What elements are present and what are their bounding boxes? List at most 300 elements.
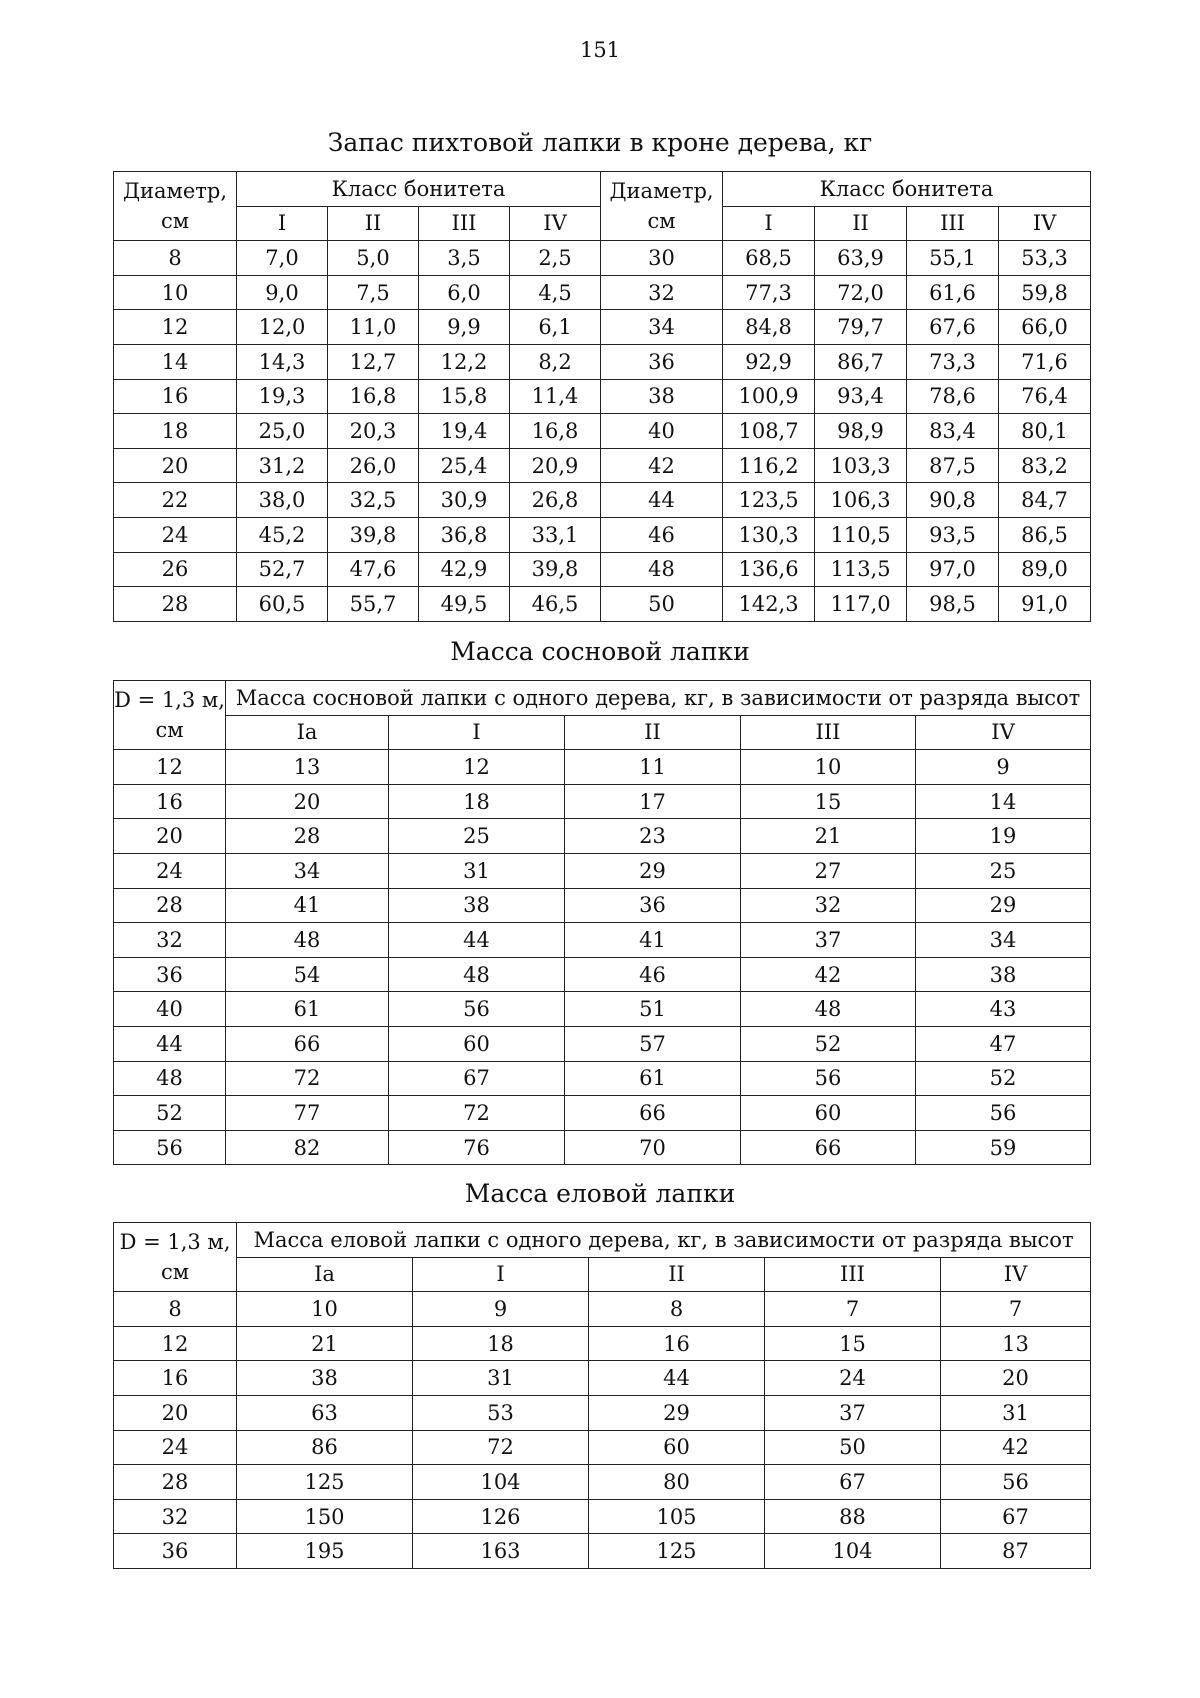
diameter-cell: 16: [114, 379, 237, 414]
pine-class-header: IV: [916, 715, 1091, 750]
value-cell: 113,5: [815, 552, 907, 587]
value-cell: 79,7: [815, 310, 907, 345]
pine-class-header: II: [565, 715, 741, 750]
value-cell: 86,7: [815, 344, 907, 379]
value-cell: 47,6: [328, 552, 419, 587]
value-cell: 123,5: [723, 483, 815, 518]
value-cell: 9,9: [419, 310, 510, 345]
value-cell: 195: [237, 1534, 413, 1569]
fir-class-header: IV: [510, 206, 601, 241]
value-cell: 28: [226, 819, 389, 854]
value-cell: 106,3: [815, 483, 907, 518]
value-cell: 84,7: [999, 483, 1091, 518]
value-cell: 14: [916, 784, 1091, 819]
pine-class-header: Ia: [226, 715, 389, 750]
value-cell: 20: [226, 784, 389, 819]
fir-table-row: [114, 448, 1091, 483]
value-cell: 83,4: [907, 414, 999, 449]
diameter-cell: 52: [114, 1096, 226, 1131]
value-cell: 52,7: [237, 552, 328, 587]
value-cell: 9: [916, 750, 1091, 785]
value-cell: 31: [941, 1395, 1091, 1430]
fir-class-header: I: [723, 206, 815, 241]
pine-table-row: [114, 957, 1091, 992]
value-cell: 66: [741, 1130, 916, 1165]
value-cell: 19: [916, 819, 1091, 854]
diameter-cell: 44: [114, 1026, 226, 1061]
value-cell: 39,8: [510, 552, 601, 587]
diameter-cell: 24: [114, 1430, 237, 1465]
diameter-cell: 32: [114, 1499, 237, 1534]
value-cell: 70: [565, 1130, 741, 1165]
value-cell: 32: [741, 888, 916, 923]
diameter-cell: 32: [601, 275, 723, 310]
value-cell: 61,6: [907, 275, 999, 310]
pine-stub-header: [114, 681, 226, 750]
value-cell: 55,1: [907, 241, 999, 276]
spruce-class-header: Ia: [237, 1257, 413, 1292]
value-cell: 17: [565, 784, 741, 819]
value-cell: 48: [389, 957, 565, 992]
value-cell: 56: [941, 1465, 1091, 1500]
value-cell: 57: [565, 1026, 741, 1061]
diameter-cell: 36: [114, 1534, 237, 1569]
pine-stub-header-line2: см: [155, 718, 184, 742]
pine-table-row: [114, 923, 1091, 958]
value-cell: 44: [589, 1361, 765, 1396]
fir-table-row: [114, 275, 1091, 310]
value-cell: 11,0: [328, 310, 419, 345]
spruce-table-body: [114, 1292, 1091, 1569]
pine-table-body: [114, 750, 1091, 1165]
spruce-table-row: [114, 1326, 1091, 1361]
value-cell: 37: [741, 923, 916, 958]
value-cell: 59: [916, 1130, 1091, 1165]
value-cell: 42: [941, 1430, 1091, 1465]
value-cell: 6,1: [510, 310, 601, 345]
value-cell: 45,2: [237, 517, 328, 552]
diameter-cell: 48: [601, 552, 723, 587]
value-cell: 55,7: [328, 587, 419, 622]
diameter-cell: 12: [114, 1326, 237, 1361]
pine-table-row: [114, 750, 1091, 785]
value-cell: 72: [413, 1430, 589, 1465]
value-cell: 14,3: [237, 344, 328, 379]
spruce-table-row: [114, 1361, 1091, 1396]
value-cell: 86: [237, 1430, 413, 1465]
value-cell: 15,8: [419, 379, 510, 414]
spruce-table-row: [114, 1465, 1091, 1500]
diameter-cell: 48: [114, 1061, 226, 1096]
value-cell: 29: [565, 853, 741, 888]
value-cell: 50: [765, 1430, 941, 1465]
value-cell: 105: [589, 1499, 765, 1534]
value-cell: 4,5: [510, 275, 601, 310]
value-cell: 116,2: [723, 448, 815, 483]
diameter-cell: 14: [114, 344, 237, 379]
fir-stub-header-line2: см: [647, 209, 676, 233]
diameter-cell: 26: [114, 552, 237, 587]
fir-stub-header-line2: см: [160, 209, 190, 233]
value-cell: 87: [941, 1534, 1091, 1569]
value-cell: 19,3: [237, 379, 328, 414]
value-cell: 6,0: [419, 275, 510, 310]
value-cell: 36: [565, 888, 741, 923]
value-cell: 51: [565, 992, 741, 1027]
value-cell: 71,6: [999, 344, 1091, 379]
diameter-cell: 42: [601, 448, 723, 483]
value-cell: 41: [565, 923, 741, 958]
pine-table-row: [114, 784, 1091, 819]
value-cell: 67: [389, 1061, 565, 1096]
value-cell: 100,9: [723, 379, 815, 414]
diameter-cell: 20: [114, 1395, 237, 1430]
value-cell: 125: [589, 1534, 765, 1569]
diameter-cell: 18: [114, 414, 237, 449]
diameter-cell: 36: [601, 344, 723, 379]
value-cell: 87,5: [907, 448, 999, 483]
page-number: 151: [579, 38, 621, 62]
value-cell: 89,0: [999, 552, 1091, 587]
spruce-class-header: II: [589, 1257, 765, 1292]
value-cell: 68,5: [723, 241, 815, 276]
value-cell: 5,0: [328, 241, 419, 276]
value-cell: 110,5: [815, 517, 907, 552]
value-cell: 43: [916, 992, 1091, 1027]
value-cell: 34: [226, 853, 389, 888]
value-cell: 13: [941, 1326, 1091, 1361]
value-cell: 25,0: [237, 414, 328, 449]
value-cell: 60: [389, 1026, 565, 1061]
value-cell: 66: [226, 1026, 389, 1061]
fir-group-header-left: Класс бонитета: [237, 172, 601, 207]
spruce-table: [113, 1222, 1091, 1569]
value-cell: 12,0: [237, 310, 328, 345]
value-cell: 78,6: [907, 379, 999, 414]
value-cell: 150: [237, 1499, 413, 1534]
value-cell: 125: [237, 1465, 413, 1500]
fir-header-row-group: [114, 172, 1091, 207]
diameter-cell: 12: [114, 750, 226, 785]
fir-table: [113, 171, 1091, 622]
value-cell: 31: [413, 1361, 589, 1396]
diameter-cell: 28: [114, 1465, 237, 1500]
value-cell: 72: [389, 1096, 565, 1131]
spruce-group-header: Масса еловой лапки с одного дерева, кг, в зависимости от разряда высот: [237, 1223, 1091, 1258]
value-cell: 16,8: [510, 414, 601, 449]
fir-stub-header-right: [601, 172, 723, 241]
value-cell: 60: [589, 1430, 765, 1465]
value-cell: 12: [389, 750, 565, 785]
value-cell: 66,0: [999, 310, 1091, 345]
diameter-cell: 30: [601, 241, 723, 276]
value-cell: 10: [237, 1292, 413, 1327]
value-cell: 21: [237, 1326, 413, 1361]
diameter-cell: 56: [114, 1130, 226, 1165]
diameter-cell: 20: [114, 448, 237, 483]
value-cell: 15: [741, 784, 916, 819]
value-cell: 77,3: [723, 275, 815, 310]
value-cell: 52: [916, 1061, 1091, 1096]
diameter-cell: 24: [114, 517, 237, 552]
value-cell: 25: [389, 819, 565, 854]
value-cell: 60: [741, 1096, 916, 1131]
value-cell: 76,4: [999, 379, 1091, 414]
value-cell: 12,2: [419, 344, 510, 379]
value-cell: 33,1: [510, 517, 601, 552]
value-cell: 84,8: [723, 310, 815, 345]
value-cell: 56: [741, 1061, 916, 1096]
value-cell: 30,9: [419, 483, 510, 518]
value-cell: 24: [765, 1361, 941, 1396]
value-cell: 52: [741, 1026, 916, 1061]
value-cell: 48: [226, 923, 389, 958]
value-cell: 32,5: [328, 483, 419, 518]
diameter-cell: 12: [114, 310, 237, 345]
value-cell: 72,0: [815, 275, 907, 310]
value-cell: 91,0: [999, 587, 1091, 622]
fir-class-header: II: [328, 206, 419, 241]
fir-stub-header-left: [114, 172, 237, 241]
value-cell: 53,3: [999, 241, 1091, 276]
value-cell: 15: [765, 1326, 941, 1361]
value-cell: 73,3: [907, 344, 999, 379]
value-cell: 11: [565, 750, 741, 785]
diameter-cell: 28: [114, 587, 237, 622]
value-cell: 12,7: [328, 344, 419, 379]
fir-table-row: [114, 241, 1091, 276]
value-cell: 38: [916, 957, 1091, 992]
diameter-cell: 16: [114, 1361, 237, 1396]
pine-table-row: [114, 992, 1091, 1027]
spruce-stub-header-line2: см: [160, 1260, 190, 1284]
value-cell: 46,5: [510, 587, 601, 622]
fir-table-body: [114, 241, 1091, 622]
value-cell: 142,3: [723, 587, 815, 622]
fir-table-title: Запас пихтовой лапки в кроне дерева, кг: [327, 128, 873, 157]
pine-header-row-classes: [114, 715, 1091, 750]
value-cell: 108,7: [723, 414, 815, 449]
spruce-table-row: [114, 1534, 1091, 1569]
value-cell: 86,5: [999, 517, 1091, 552]
value-cell: 36,8: [419, 517, 510, 552]
value-cell: 38,0: [237, 483, 328, 518]
value-cell: 37: [765, 1395, 941, 1430]
pine-stub-header-line1: D = 1,3 м,: [114, 688, 225, 712]
spruce-class-header: III: [765, 1257, 941, 1292]
value-cell: 53: [413, 1395, 589, 1430]
fir-stub-header-line1: Диаметр,: [609, 179, 714, 203]
value-cell: 56: [389, 992, 565, 1027]
pine-table-row: [114, 1130, 1091, 1165]
value-cell: 82: [226, 1130, 389, 1165]
value-cell: 9: [413, 1292, 589, 1327]
value-cell: 103,3: [815, 448, 907, 483]
fir-class-header: I: [237, 206, 328, 241]
value-cell: 92,9: [723, 344, 815, 379]
spruce-class-header: IV: [941, 1257, 1091, 1292]
fir-table-row: [114, 379, 1091, 414]
value-cell: 93,5: [907, 517, 999, 552]
value-cell: 38: [389, 888, 565, 923]
value-cell: 63: [237, 1395, 413, 1430]
value-cell: 97,0: [907, 552, 999, 587]
value-cell: 104: [413, 1465, 589, 1500]
value-cell: 42,9: [419, 552, 510, 587]
pine-table-row: [114, 888, 1091, 923]
value-cell: 20,9: [510, 448, 601, 483]
pine-table-row: [114, 1026, 1091, 1061]
value-cell: 20: [941, 1361, 1091, 1396]
value-cell: 9,0: [237, 275, 328, 310]
diameter-cell: 40: [114, 992, 226, 1027]
value-cell: 16,8: [328, 379, 419, 414]
value-cell: 19,4: [419, 414, 510, 449]
value-cell: 26,0: [328, 448, 419, 483]
fir-table-row: [114, 344, 1091, 379]
value-cell: 67: [941, 1499, 1091, 1534]
diameter-cell: 44: [601, 483, 723, 518]
diameter-cell: 50: [601, 587, 723, 622]
fir-table-row: [114, 552, 1091, 587]
diameter-cell: 36: [114, 957, 226, 992]
value-cell: 25,4: [419, 448, 510, 483]
value-cell: 27: [741, 853, 916, 888]
pine-class-header: I: [389, 715, 565, 750]
value-cell: 3,5: [419, 241, 510, 276]
value-cell: 88: [765, 1499, 941, 1534]
spruce-table-row: [114, 1292, 1091, 1327]
fir-class-header: IV: [999, 206, 1091, 241]
spruce-class-header: I: [413, 1257, 589, 1292]
value-cell: 31,2: [237, 448, 328, 483]
diameter-cell: 8: [114, 1292, 237, 1327]
value-cell: 48: [741, 992, 916, 1027]
pine-header-row-group: [114, 681, 1091, 716]
value-cell: 63,9: [815, 241, 907, 276]
value-cell: 20,3: [328, 414, 419, 449]
value-cell: 29: [589, 1395, 765, 1430]
value-cell: 104: [765, 1534, 941, 1569]
value-cell: 61: [565, 1061, 741, 1096]
value-cell: 60,5: [237, 587, 328, 622]
value-cell: 34: [916, 923, 1091, 958]
value-cell: 90,8: [907, 483, 999, 518]
pine-group-header: Масса сосновой лапки с одного дерева, кг, в зависимости от разряда высот: [226, 681, 1091, 716]
fir-stub-header-line1: Диаметр,: [122, 179, 228, 203]
value-cell: 21: [741, 819, 916, 854]
spruce-table-title: Масса еловой лапки: [464, 1179, 736, 1208]
diameter-cell: 22: [114, 483, 237, 518]
value-cell: 44: [389, 923, 565, 958]
value-cell: 7,0: [237, 241, 328, 276]
diameter-cell: 28: [114, 888, 226, 923]
spruce-stub-header: [114, 1223, 237, 1292]
value-cell: 72: [226, 1061, 389, 1096]
fir-group-header-right: Класс бонитета: [723, 172, 1091, 207]
diameter-cell: 10: [114, 275, 237, 310]
value-cell: 31: [389, 853, 565, 888]
fir-class-header: III: [419, 206, 510, 241]
value-cell: 98,5: [907, 587, 999, 622]
spruce-table-row: [114, 1430, 1091, 1465]
value-cell: 80: [589, 1465, 765, 1500]
spruce-header-row-group: [114, 1223, 1091, 1258]
diameter-cell: 34: [601, 310, 723, 345]
value-cell: 13: [226, 750, 389, 785]
value-cell: 67: [765, 1465, 941, 1500]
value-cell: 41: [226, 888, 389, 923]
value-cell: 38: [237, 1361, 413, 1396]
value-cell: 29: [916, 888, 1091, 923]
spruce-table-row: [114, 1499, 1091, 1534]
value-cell: 46: [565, 957, 741, 992]
value-cell: 7: [765, 1292, 941, 1327]
value-cell: 59,8: [999, 275, 1091, 310]
value-cell: 61: [226, 992, 389, 1027]
value-cell: 11,4: [510, 379, 601, 414]
value-cell: 80,1: [999, 414, 1091, 449]
value-cell: 54: [226, 957, 389, 992]
fir-table-row: [114, 587, 1091, 622]
pine-table-row: [114, 1096, 1091, 1131]
diameter-cell: 24: [114, 853, 226, 888]
value-cell: 42: [741, 957, 916, 992]
value-cell: 39,8: [328, 517, 419, 552]
value-cell: 66: [565, 1096, 741, 1131]
value-cell: 76: [389, 1130, 565, 1165]
value-cell: 23: [565, 819, 741, 854]
value-cell: 67,6: [907, 310, 999, 345]
pine-table-row: [114, 853, 1091, 888]
value-cell: 130,3: [723, 517, 815, 552]
fir-table-row: [114, 414, 1091, 449]
value-cell: 136,6: [723, 552, 815, 587]
fir-class-header: III: [907, 206, 999, 241]
value-cell: 7: [941, 1292, 1091, 1327]
spruce-stub-header-line1: D = 1,3 м,: [119, 1230, 231, 1254]
diameter-cell: 32: [114, 923, 226, 958]
value-cell: 26,8: [510, 483, 601, 518]
value-cell: 93,4: [815, 379, 907, 414]
value-cell: 25: [916, 853, 1091, 888]
fir-table-row: [114, 483, 1091, 518]
diameter-cell: 40: [601, 414, 723, 449]
pine-class-header: III: [741, 715, 916, 750]
value-cell: 117,0: [815, 587, 907, 622]
diameter-cell: 8: [114, 241, 237, 276]
diameter-cell: 20: [114, 819, 226, 854]
pine-table: [113, 680, 1091, 1165]
value-cell: 2,5: [510, 241, 601, 276]
value-cell: 47: [916, 1026, 1091, 1061]
fir-table-row: [114, 517, 1091, 552]
value-cell: 10: [741, 750, 916, 785]
value-cell: 126: [413, 1499, 589, 1534]
spruce-table-row: [114, 1395, 1091, 1430]
value-cell: 98,9: [815, 414, 907, 449]
value-cell: 163: [413, 1534, 589, 1569]
value-cell: 7,5: [328, 275, 419, 310]
pine-table-row: [114, 1061, 1091, 1096]
value-cell: 49,5: [419, 587, 510, 622]
fir-table-row: [114, 310, 1091, 345]
diameter-cell: 16: [114, 784, 226, 819]
pine-table-title: Масса сосновой лапки: [450, 637, 750, 666]
diameter-cell: 46: [601, 517, 723, 552]
value-cell: 18: [413, 1326, 589, 1361]
value-cell: 8: [589, 1292, 765, 1327]
